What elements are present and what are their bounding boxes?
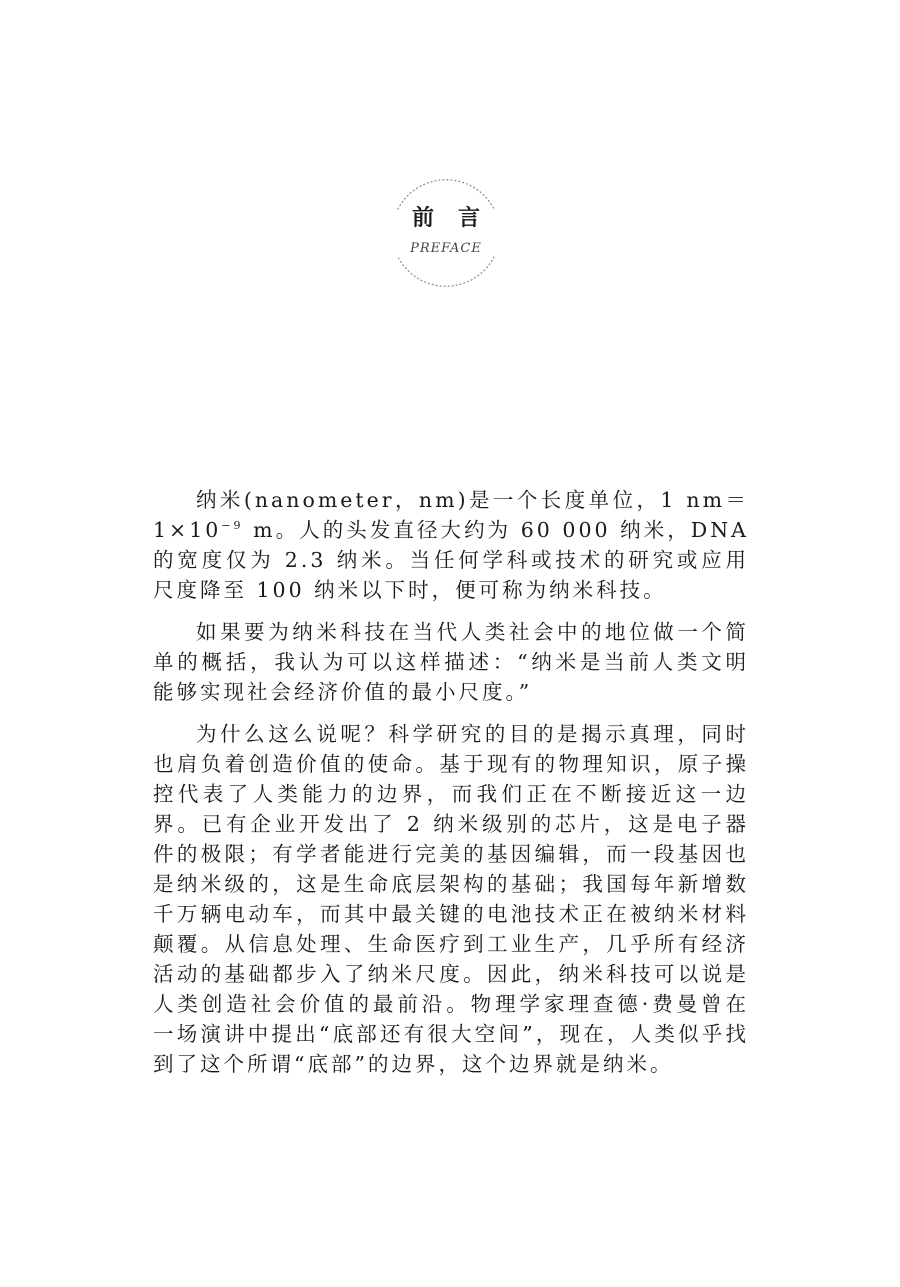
exponent: −9 xyxy=(221,519,244,533)
paragraph-1-part-a: 纳米(nanometer，nm)是一个长度单位，1 nm＝ 1×10 xyxy=(153,488,749,542)
heading-subtitle: PREFACE xyxy=(410,241,482,256)
paragraph-3: 为什么这么说呢？科学研究的目的是揭示真理，同时也肩负着创造价值的使命。基于现有的物理知识，原子操控代表了人类能力的边界，而我们正在不断接近这一边界。已有企业开发出了 2 纳米级别的芯片，这是电子器件的极限；有学者能进行完美的基因编辑，而一段基因也是纳米级的，这是生命底层架构的基础；我国每年新增数千万辆电动车，而其中最关键的电池技术正在被纳米材料颠覆。从信息处理、生命医疗到工业生产，几乎所有经济活动的基础都步入了纳米尺度。因此，纳米科技可以说是人类创造社会价值的最前沿。物理学家理查德·费曼曾在一场演讲中提出“底部还有很大空间”，现在，人类似乎找到了这个所谓“底部”的边界，这个边界就是纳米。 xyxy=(153,722,749,1076)
body-text xyxy=(153,485,749,1091)
preface-heading xyxy=(388,175,504,291)
paragraph-2: 如果要为纳米科技在当代人类社会中的地位做一个简单的概括，我认为可以这样描述：“纳米是当前人类文明能够实现社会经济价值的最小尺度。” xyxy=(153,620,749,704)
paragraph-1 xyxy=(153,485,749,605)
heading-title: 前言 xyxy=(412,205,505,231)
paragraph-1-part-b: m。人的头发直径大约为 60 000 纳米，DNA 的宽度仅为 2.3 纳米。当任何学科或技术的研究或应用尺度降至 100 纳米以下时，便可称为纳米科技。 xyxy=(153,518,749,602)
dotted-circle-ornament xyxy=(388,175,504,291)
